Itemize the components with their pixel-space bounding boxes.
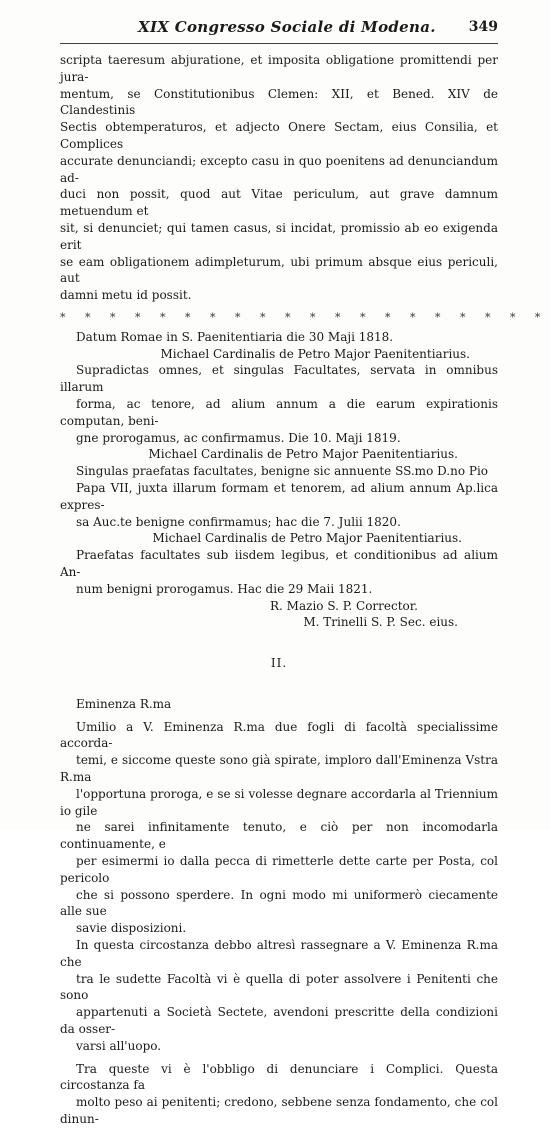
text-line: temi, e siccome queste sono già spirate, imploro dall'Eminenza Vstra R.ma — [60, 753, 498, 785]
spacer — [60, 631, 498, 655]
signature-line: Michael Cardinalis de Petro Major Paenitentiarius. — [148, 447, 458, 462]
text-line: gne prorogamus, ac confirmamus. Die 10. Maji 1819. — [76, 430, 401, 445]
datum-line: Datum Romae in S. Paenitentiaria die 30 Maji 1818. — [76, 329, 394, 344]
paragraph-supradictas — [60, 362, 498, 446]
text-line: Papa VII, juxta illarum formam et tenorem, ad alium annum Ap.lica expres- — [60, 480, 498, 512]
signature-line: Michael Cardinalis de Petro Major Paenitentiarius. — [160, 346, 470, 361]
text-line: tra le sudette Facoltà vi è quella di poter assolvere i Penitenti che sono — [60, 971, 498, 1003]
paragraph-singulas — [60, 463, 498, 530]
text-line: duci non possit, quod aut Vitae periculum, aut grave damnum metuendum et — [60, 187, 498, 219]
section-number: II. — [270, 656, 288, 671]
page-header — [60, 18, 498, 40]
spacer — [60, 672, 498, 696]
text-line: varsi all'uopo. — [76, 1038, 162, 1053]
text-line: appartenuti a Società Sectete, avendoni prescritte della condizioni da osser- — [60, 1005, 498, 1037]
paragraph-in-questa — [60, 937, 498, 1055]
running-title: XIX Congresso Sociale di Modena. — [138, 18, 436, 36]
text-line: se eam obligationem adimpleturum, ubi primum absque eius periculi, aut — [60, 254, 498, 286]
signature-line: R. Mazio S. P. Corrector. — [270, 598, 418, 613]
header-rule — [60, 43, 498, 44]
text-line: num benigni prorogamus. Hac die 29 Maii 1821. — [76, 581, 373, 596]
text-line: savie disposizioni. — [76, 921, 187, 936]
text-line: forma, ac tenore, ad alium annum a die earum expirationis computan, beni- — [60, 396, 498, 428]
text-line: Umilio a V. Eminenza R.ma due fogli di facoltà specialissime accorda- — [60, 719, 498, 751]
text-line: In questa circostanza debbo altresì rassegnare a V. Eminenza R.ma che — [60, 938, 498, 969]
body-text — [60, 52, 549, 1128]
ellipsis-divider: * * * * * * * * * * * * * * * * * * * * — [60, 310, 549, 324]
text-line: Sectis obtemperaturos, et adjecto Onere Sectam, eius Consilia, et Complices — [60, 120, 498, 151]
text-line: accurate denunciandi; excepto casu in quo poenitens ad denunciandum ad- — [60, 153, 498, 185]
text-line: sa Auc.te benigne confirmamus; hac die 7. Julii 1820. — [76, 514, 401, 529]
page-number: 349 — [468, 19, 498, 35]
text-line: che si possono sperdere. In ogni modo mi uniformerò ciecamente alle sue — [60, 887, 498, 919]
text-line: mentum, se Constitutionibus Clemen: XII, et Bened. XIV de Clandestinis — [60, 86, 498, 118]
text-line: ne sarei infinitamente tenuto, e ciò per non incomodarla continuamente, e — [60, 820, 498, 852]
text-line: molto peso ai penitenti; credono, sebbene senza fondamento, che col dinun- — [60, 1095, 498, 1127]
text-line: l'opportuna proroga, e se si volesse degnare accordarla al Triennium io gile — [60, 786, 498, 818]
paragraph-tra-queste — [60, 1061, 498, 1128]
text-line: Tra queste vi è l'obbligo di denunciare i Complici. Questa circostanza fa — [60, 1061, 498, 1093]
text-line: scripta taeresum abjuratione, et imposita obligatione promittendi per jura- — [60, 53, 498, 84]
signature-line: Michael Cardinalis de Petro Major Paenitentiarius. — [152, 531, 462, 546]
text-line: sit, si denunciet; qui tamen casus, si incidat, promissio ab eo exigenda erit — [60, 220, 498, 252]
salutation: Eminenza R.ma — [76, 696, 172, 711]
text-line: Singulas praefatas facultates, benigne sic annuente SS.mo D.no Pio — [76, 464, 489, 479]
text-line: per esimermi io dalla pecca di rimetterle dette carte per Posta, col pericolo — [60, 854, 498, 885]
paragraph-latin-continuation — [60, 52, 498, 304]
paragraph-umilio — [60, 719, 498, 937]
paragraph-praefatas — [60, 547, 498, 597]
signature-line: M. Trinelli S. P. Sec. eius. — [303, 615, 458, 630]
text-line: Praefatas facultates sub iisdem legibus, et conditionibus ad alium An- — [60, 548, 498, 579]
text-line: damni metu id possit. — [60, 288, 192, 303]
text-line: Supradictas omnes, et singulas Facultates, servata in omnibus illarum — [60, 363, 498, 395]
